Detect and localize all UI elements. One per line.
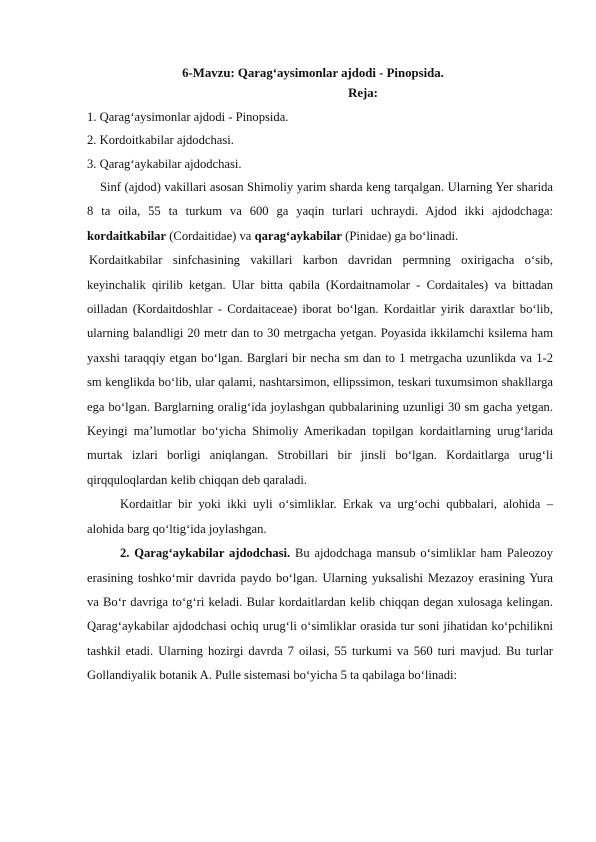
plan-item-3: 3. Qarag‘aykabilar ajdodchasi. — [87, 157, 242, 171]
intro-text-a: Sinf (ajdod) vakillari asosan Shimoliy yarim sharda keng tarqalgan. Ularning Yer sharida 8 ta oila, 55 ta turkum va 600 ga yaqin turlari uchraydi. Ajdod ikki ajdodchaga: — [87, 180, 553, 219]
paragraph-kordaitkabilar: Kordaitkabilar sinfchasining vakillari karbon davridan permning oxirigacha o‘sib, keyinchalik qirilib ketgan. Ular bitta qabila (Kordaitnamolar - Cordaitales) va bittadan oilladan (Kordaitdoshlar - Cordaitaceae) iborat bo‘lgan. Kordaitlar yirik daraxtlar bo‘lib, ularning balandligi 20 metr dan to 30 metrgacha yetgan. Poyasida ikkilamchi ksilema ham yaxshi taraqqiy etgan bo‘lgan. Barglari bir necha sm dan to 1 metrgacha uzunlikda va 1-2 sm kenglikda bo‘lib, ular qalami, nashtarsimon, ellipssimon, teskari tuxumsimon shakllarga ega bo‘lgan. Barglarning oralig‘ida joylashgan qubbalarining uzunligi 30 sm gacha yetgan. Keyingi ma’lumotlar bo‘yicha Shimoliy Amerikadan topilgan kordaitlarning urug‘larida murtak izlari borligi aniqlangan. Strobillari bir jinsli bo‘lgan. Kordaitlarga urug‘li qirqquloqlardan kelib chiqqan deb qaraladi. — [87, 253, 553, 487]
section-2-text: Bu ajdodchaga mansub o‘simliklar ham Paleozoy erasining toshko‘mir davrida paydo bo‘lgan. Ularning yuksalishi Mezazoy erasining Yura va Bo‘r davriga to‘g‘ri keladi. Bular kordaitlardan kelib chiqqan degan xulosaga kelingan. Qarag‘aykabilar ajdodchasi ochiq urug‘li o‘simliklar orasida tur soni jihatidan ko‘pchilikni tashkil etadi. Ularning hozirgi davrda 7 oilasi, 55 turkumi va 560 turi mavjud. Bu turlar Gollandiyalik botanik A. Pulle sistemasi bo‘yicha 5 ta qabilaga bo‘linadi: — [87, 546, 553, 683]
plan-item-2: 2. Kordoitkabilar ajdodchasi. — [87, 133, 234, 147]
paragraph-qaragaykabilar — [87, 541, 553, 687]
paragraph-kordaitlar: Kordaitlar bir yoki ikki uyli o‘simliklar. Erkak va urg‘ochi qubbalari, alohida –alohida barg qo‘ltig‘ida joylashgan. — [87, 497, 553, 536]
body-text — [87, 175, 553, 688]
plan-item-1: 1. Qarag‘aysimonlar ajdodi - Pinopsida. — [87, 110, 289, 124]
paragraph-intro — [87, 175, 553, 248]
intro-text-c: (Cordaitidae) va — [166, 228, 255, 243]
page-title: 6-Mavzu: Qarag‘aysimonlar ajdodi - Pinopsida. — [182, 66, 444, 80]
plan-heading: Reja: — [348, 86, 378, 100]
section-heading-2: 2. Qarag‘aykabilar ajdodchasi. — [120, 546, 291, 561]
intro-text-d: (Pinidae) ga bo‘linadi. — [342, 228, 459, 243]
term-kordaitkabilar: kordaitkabilar — [87, 228, 167, 243]
term-qaragaykabilar: qarag‘aykabilar — [254, 228, 343, 243]
